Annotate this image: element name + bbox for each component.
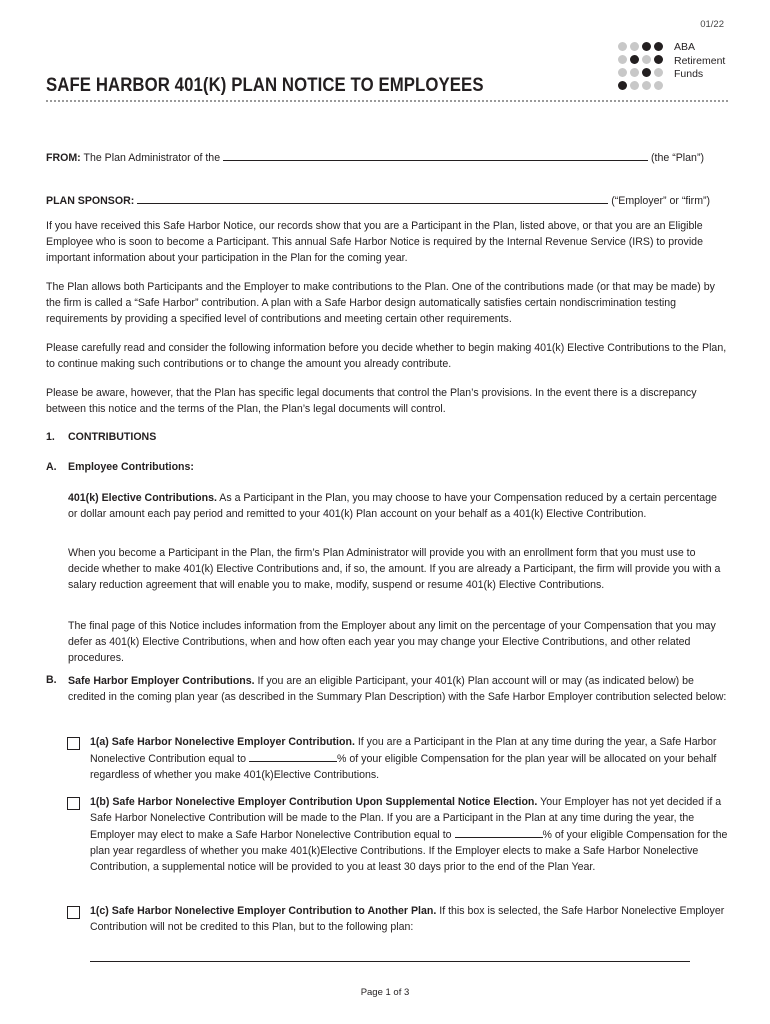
logo-text <box>674 41 725 82</box>
enrollment-paragraph: When you become a Participant in the Plan, the firm’s Plan Administrator will provide you with an enrollment form that you must use to decide whether to make 401(k) Elective Contributions and, if so, the amount. If you are already a Participant, the firm will provide you with a salary reduction agreement that will enable you to make, modify, suspend or resume 401(k) Elective Contributions. <box>68 547 721 591</box>
intro-paragraph: If you have received this Safe Harbor Notice, our records show that you are a Participant in the Plan, listed above, or that you are an Eligible Employee who is soon to become a Participant. This annual Safe Harbor Notice is required by the Internal Revenue Service (IRS) to provide important information about your participation in the Plan for the coming year. <box>46 220 703 264</box>
option-1a-percent-field[interactable] <box>249 750 337 762</box>
plan-sponsor-label: PLAN SPONSOR: <box>46 195 135 207</box>
option-1b-post: % of your eligible Compensation for the plan year regardless of whether you make 401(k)Elective Contributions. If the Employer elects to make a Safe Harbor Nonelective Contribution, a supplemental notice will be provided to you at least 30 days prior to the end of the Plan Year. <box>90 829 728 873</box>
logo-line-3: Funds <box>674 68 704 80</box>
intro-paragraph: Please carefully read and consider the following information before you decide whether to begin making 401(k) Elective Contributions to the Plan, to continue making such contributions or to change the amount you already contribute. <box>46 342 727 370</box>
option-1b-checkbox[interactable] <box>67 797 80 810</box>
from-suffix: (the “Plan”) <box>651 152 704 164</box>
option-1c-text <box>90 903 730 935</box>
logo-line-1: ABA <box>674 41 696 53</box>
from-line <box>46 149 730 166</box>
option-1a-post: % of your eligible Compensation for the plan year will be allocated on your behalf regardless of whether you make 401(k)Elective Contributions. <box>90 753 717 781</box>
subsection-title: Employee Contributions: <box>68 461 194 473</box>
elective-contributions-text: As a Participant in the Plan, you may choose to have your Compensation reduced by a certain percentage or dollar amount each pay period and remitted to your 401(k) Plan account on your behalf as a 401(k) Elective Contribution. <box>68 492 717 520</box>
from-text: The Plan Administrator of the <box>83 152 221 164</box>
option-1a-pre: If you are a Participant in the Plan at any time during the year, a Safe Harbor Nonelective Contribution equal to <box>90 736 717 765</box>
employer-contributions-heading: Safe Harbor Employer Contributions. <box>68 675 255 687</box>
subsection-letter: A. <box>46 461 57 473</box>
plan-name-field[interactable] <box>223 149 648 161</box>
elective-contributions-paragraph <box>68 490 728 522</box>
final-page-paragraph: The final page of this Notice includes information from the Employer about any limit on the percentage of your Compensation that you may defer as 401(k) Elective Contributions, when and how often each year you may change your Elective Contributions, and other related procedures. <box>68 620 716 664</box>
plan-sponsor-line <box>46 192 730 209</box>
intro-paragraph: The Plan allows both Participants and the Employer to make contributions to the Plan. One of the contributions made (or that may be made) by the firm is called a “Safe Harbor” contribution. A plan with a Safe Harbor design automatically satisfies certain nondiscrimination testing requirements by providing a specified level of contributions and meeting certain other requirements. <box>46 281 715 325</box>
section-title: CONTRIBUTIONS <box>68 431 157 443</box>
logo-line-2: Retirement <box>674 54 726 67</box>
from-label: FROM: <box>46 152 81 164</box>
section-number: 1. <box>46 431 55 443</box>
subsection-letter: B. <box>46 674 57 686</box>
option-1b-pre: Your Employer has not yet decided if a Safe Harbor Nonelective Contribution will be made to the Plan. If you are a Participant in the Plan at any time during the year, the Employer may elect to make a Safe Harbor Nonelective Contribution equal to <box>90 796 722 841</box>
aba-retirement-funds-logo <box>618 41 728 93</box>
option-1c-heading: 1(c) Safe Harbor Nonelective Employer Contribution to Another Plan. <box>90 905 437 917</box>
option-1a-text <box>90 734 730 783</box>
plan-sponsor-suffix: (“Employer” or “firm”) <box>611 195 711 207</box>
plan-sponsor-field[interactable] <box>137 192 608 204</box>
option-1c-pre: If this box is selected, the Safe Harbor Nonelective Employer Contribution will not be credited to this Plan, but to the following plan: <box>90 905 725 933</box>
option-1a-checkbox[interactable] <box>67 737 80 750</box>
option-1a-heading: 1(a) Safe Harbor Nonelective Employer Contribution. <box>90 736 355 748</box>
page-number: Page 1 of 3 <box>360 987 410 998</box>
other-plan-name-field[interactable] <box>90 961 690 962</box>
option-1b-text <box>90 794 730 875</box>
employer-contributions-paragraph <box>68 673 728 705</box>
revision-date: 01/22 <box>700 19 724 30</box>
option-1c-checkbox[interactable] <box>67 906 80 919</box>
option-1b-heading: 1(b) Safe Harbor Nonelective Employer Contribution Upon Supplemental Notice Election. <box>90 796 538 808</box>
document-title: SAFE HARBOR 401(K) PLAN NOTICE TO EMPLOYEES <box>46 74 484 96</box>
option-1b-percent-field[interactable] <box>455 826 543 838</box>
elective-contributions-heading: 401(k) Elective Contributions. <box>68 492 217 504</box>
title-divider <box>46 100 728 102</box>
employer-contributions-text: If you are an eligible Participant, your 401(k) Plan account will or may (as indicated below) be credited in the coming plan year (as described in the Summary Plan Description) with the Safe Harbor Employer contribution selected below: <box>68 675 727 703</box>
intro-paragraph: Please be aware, however, that the Plan has specific legal documents that control the Plan’s provisions. In the event there is a discrepancy between this notice and the terms of the Plan, the Plan’s legal documents will control. <box>46 387 697 415</box>
